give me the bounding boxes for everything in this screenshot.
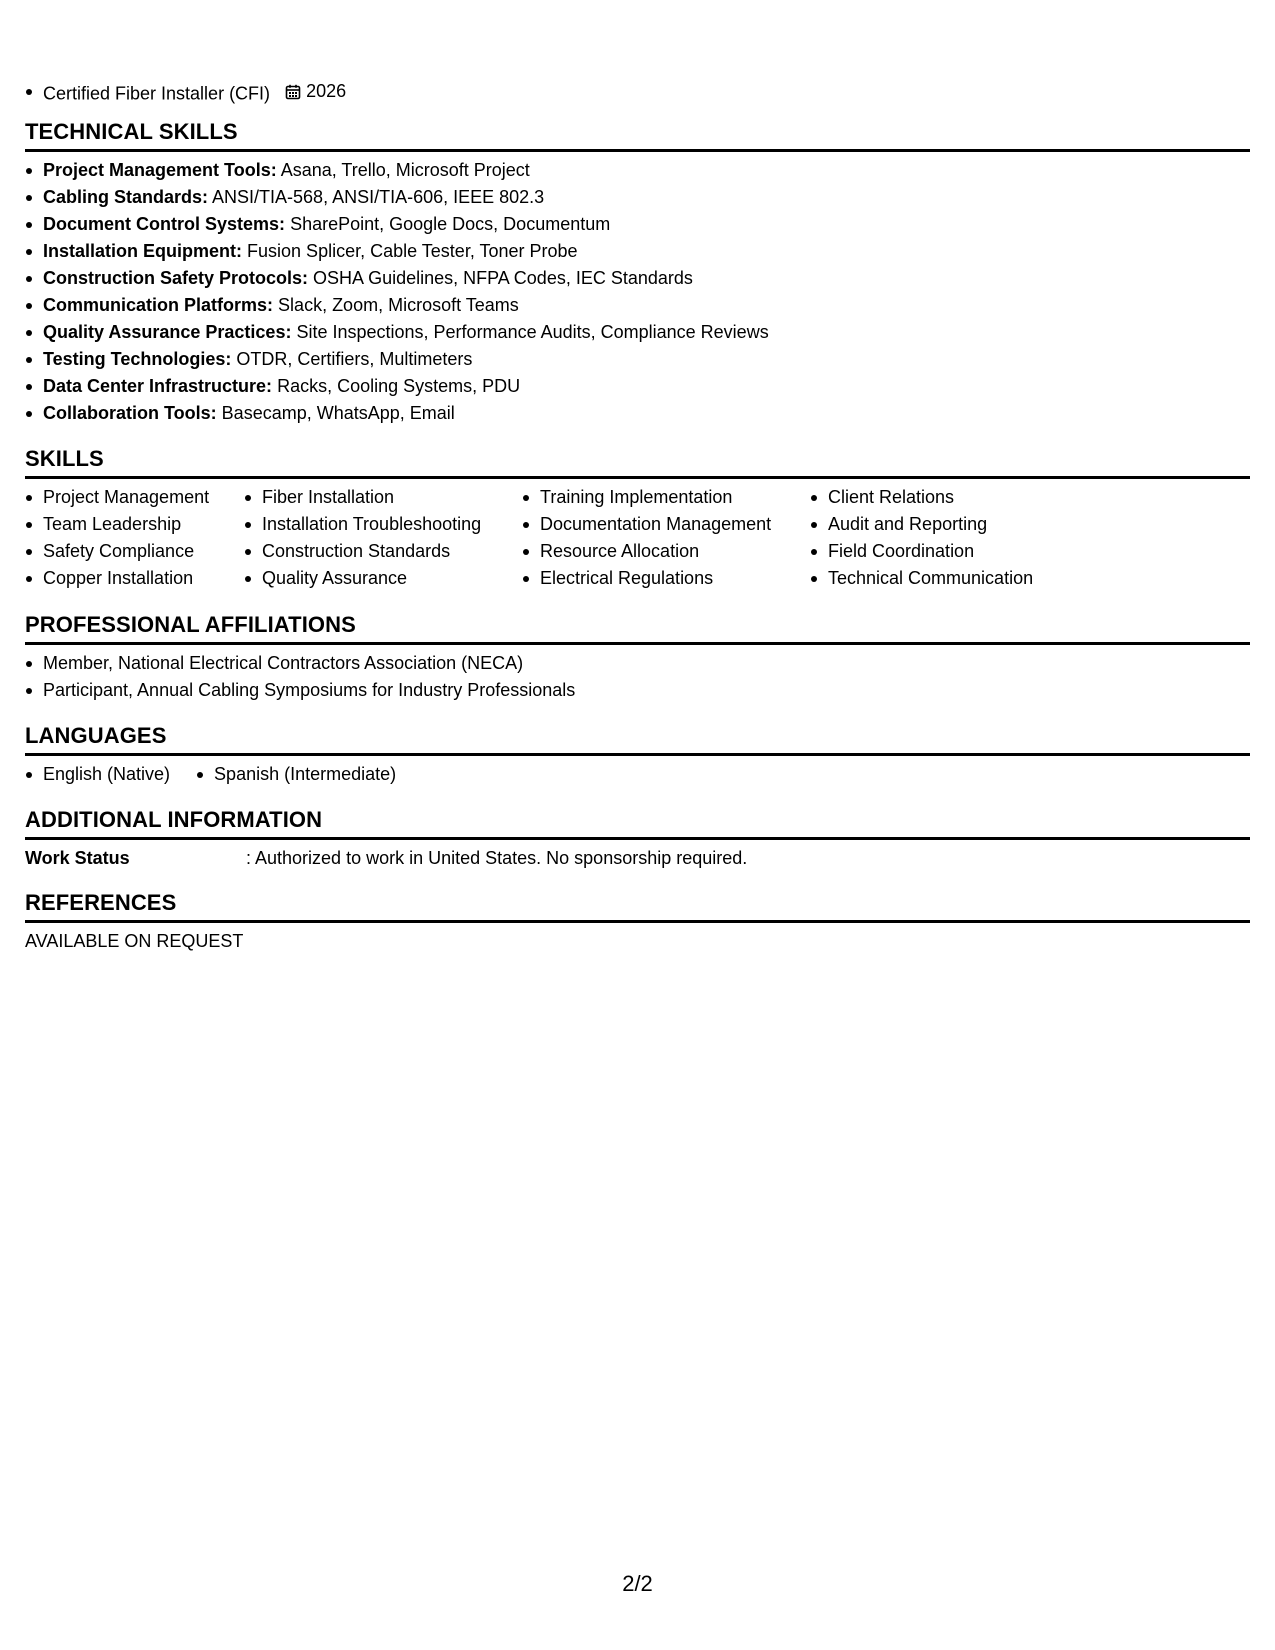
languages-section [25, 722, 1250, 788]
affiliation-item: Member, National Electrical Contractors Association (NECA) [25, 650, 1250, 677]
references-text: AVAILABLE ON REQUEST [25, 931, 244, 951]
calendar-icon [285, 84, 301, 100]
technical-skill-label: Construction Safety Protocols: [43, 268, 309, 288]
technical-skill-label: Data Center Infrastructure: [43, 376, 273, 396]
technical-skill-item [25, 238, 1250, 265]
skills-section [25, 445, 1250, 592]
technical-skill-item [25, 373, 1250, 400]
technical-skill-label: Cabling Standards: [43, 187, 209, 207]
technical-skill-value: ANSI/TIA-568, ANSI/TIA-606, IEEE 802.3 [212, 187, 545, 207]
technical-skill-item [25, 211, 1250, 238]
skill-item: Project Management [25, 484, 244, 511]
technical-skills-section [25, 118, 1250, 427]
technical-skill-value: Slack, Zoom, Microsoft Teams [278, 295, 519, 315]
skill-item: Installation Troubleshooting [244, 511, 522, 538]
technical-skill-label: Testing Technologies: [43, 349, 232, 369]
section-title-technical-skills: TECHNICAL SKILLS [25, 118, 1250, 152]
skill-item: Copper Installation [25, 565, 244, 592]
skill-item: Quality Assurance [244, 565, 522, 592]
section-title-languages: LANGUAGES [25, 722, 1250, 756]
technical-skill-item [25, 157, 1250, 184]
technical-skill-value: OTDR, Certifiers, Multimeters [236, 349, 473, 369]
skill-item: Audit and Reporting [810, 511, 1110, 538]
technical-skill-value: Asana, Trello, Microsoft Project [280, 160, 530, 180]
skill-item: Field Coordination [810, 538, 1110, 565]
technical-skill-item [25, 346, 1250, 373]
technical-skill-value: OSHA Guidelines, NFPA Codes, IEC Standards [313, 268, 693, 288]
technical-skill-label: Project Management Tools: [43, 160, 277, 180]
technical-skill-value: Basecamp, WhatsApp, Email [221, 403, 455, 423]
technical-skill-label: Quality Assurance Practices: [43, 322, 292, 342]
additional-information-body [25, 840, 1250, 872]
skill-item: Documentation Management [522, 511, 810, 538]
technical-skill-item [25, 292, 1250, 319]
section-title-references: REFERENCES [25, 889, 1250, 923]
references-section [25, 889, 1250, 955]
certification-date [285, 78, 346, 105]
affiliation-item: Participant, Annual Cabling Symposiums for Industry Professionals [25, 677, 1250, 704]
skills-column-3 [522, 484, 810, 592]
technical-skill-label: Installation Equipment: [43, 241, 243, 261]
skill-item: Safety Compliance [25, 538, 244, 565]
additional-information-section [25, 806, 1250, 872]
technical-skills-list [25, 152, 1250, 427]
skill-item: Fiber Installation [244, 484, 522, 511]
technical-skill-value: Fusion Splicer, Cable Tester, Toner Probe [247, 241, 578, 261]
section-title-additional-information: ADDITIONAL INFORMATION [25, 806, 1250, 840]
resume-page [25, 0, 1250, 1650]
info-key: Work Status [25, 848, 130, 868]
technical-skill-value: Racks, Cooling Systems, PDU [277, 376, 521, 396]
technical-skill-item [25, 184, 1250, 211]
technical-skill-item [25, 265, 1250, 292]
skill-item: Client Relations [810, 484, 1110, 511]
page-number: 2/2 [622, 1571, 653, 1596]
technical-skill-item [25, 319, 1250, 346]
technical-skill-label: Document Control Systems: [43, 214, 286, 234]
skill-item: Training Implementation [522, 484, 810, 511]
certification-list [25, 78, 346, 108]
certification-year: 2026 [306, 81, 347, 101]
certification-item [25, 78, 346, 108]
technical-skill-value: SharePoint, Google Docs, Documentum [290, 214, 611, 234]
affiliations-list [25, 645, 1250, 704]
section-title-skills: SKILLS [25, 445, 1250, 479]
skills-column-2 [244, 484, 522, 592]
info-value: : Authorized to work in United States. No sponsorship required. [246, 848, 748, 868]
skills-column-4 [810, 484, 1110, 592]
languages-list [25, 756, 1250, 788]
technical-skill-value: Site Inspections, Performance Audits, Compliance Reviews [296, 322, 769, 342]
certification-name: Certified Fiber Installer (CFI) [43, 83, 271, 104]
skills-grid [25, 479, 1250, 592]
language-item: English (Native) [25, 761, 170, 788]
info-row-work-status [25, 845, 1250, 872]
skill-item: Resource Allocation [522, 538, 810, 565]
section-title-affiliations: PROFESSIONAL AFFILIATIONS [25, 611, 1250, 645]
language-item: Spanish (Intermediate) [196, 761, 396, 788]
technical-skill-label: Communication Platforms: [43, 295, 274, 315]
affiliations-section [25, 611, 1250, 704]
skill-item: Technical Communication [810, 565, 1110, 592]
technical-skill-item [25, 400, 1250, 427]
skill-item: Construction Standards [244, 538, 522, 565]
technical-skill-label: Collaboration Tools: [43, 403, 217, 423]
skill-item: Team Leadership [25, 511, 244, 538]
skill-item: Electrical Regulations [522, 565, 810, 592]
skills-column-1 [25, 484, 244, 592]
